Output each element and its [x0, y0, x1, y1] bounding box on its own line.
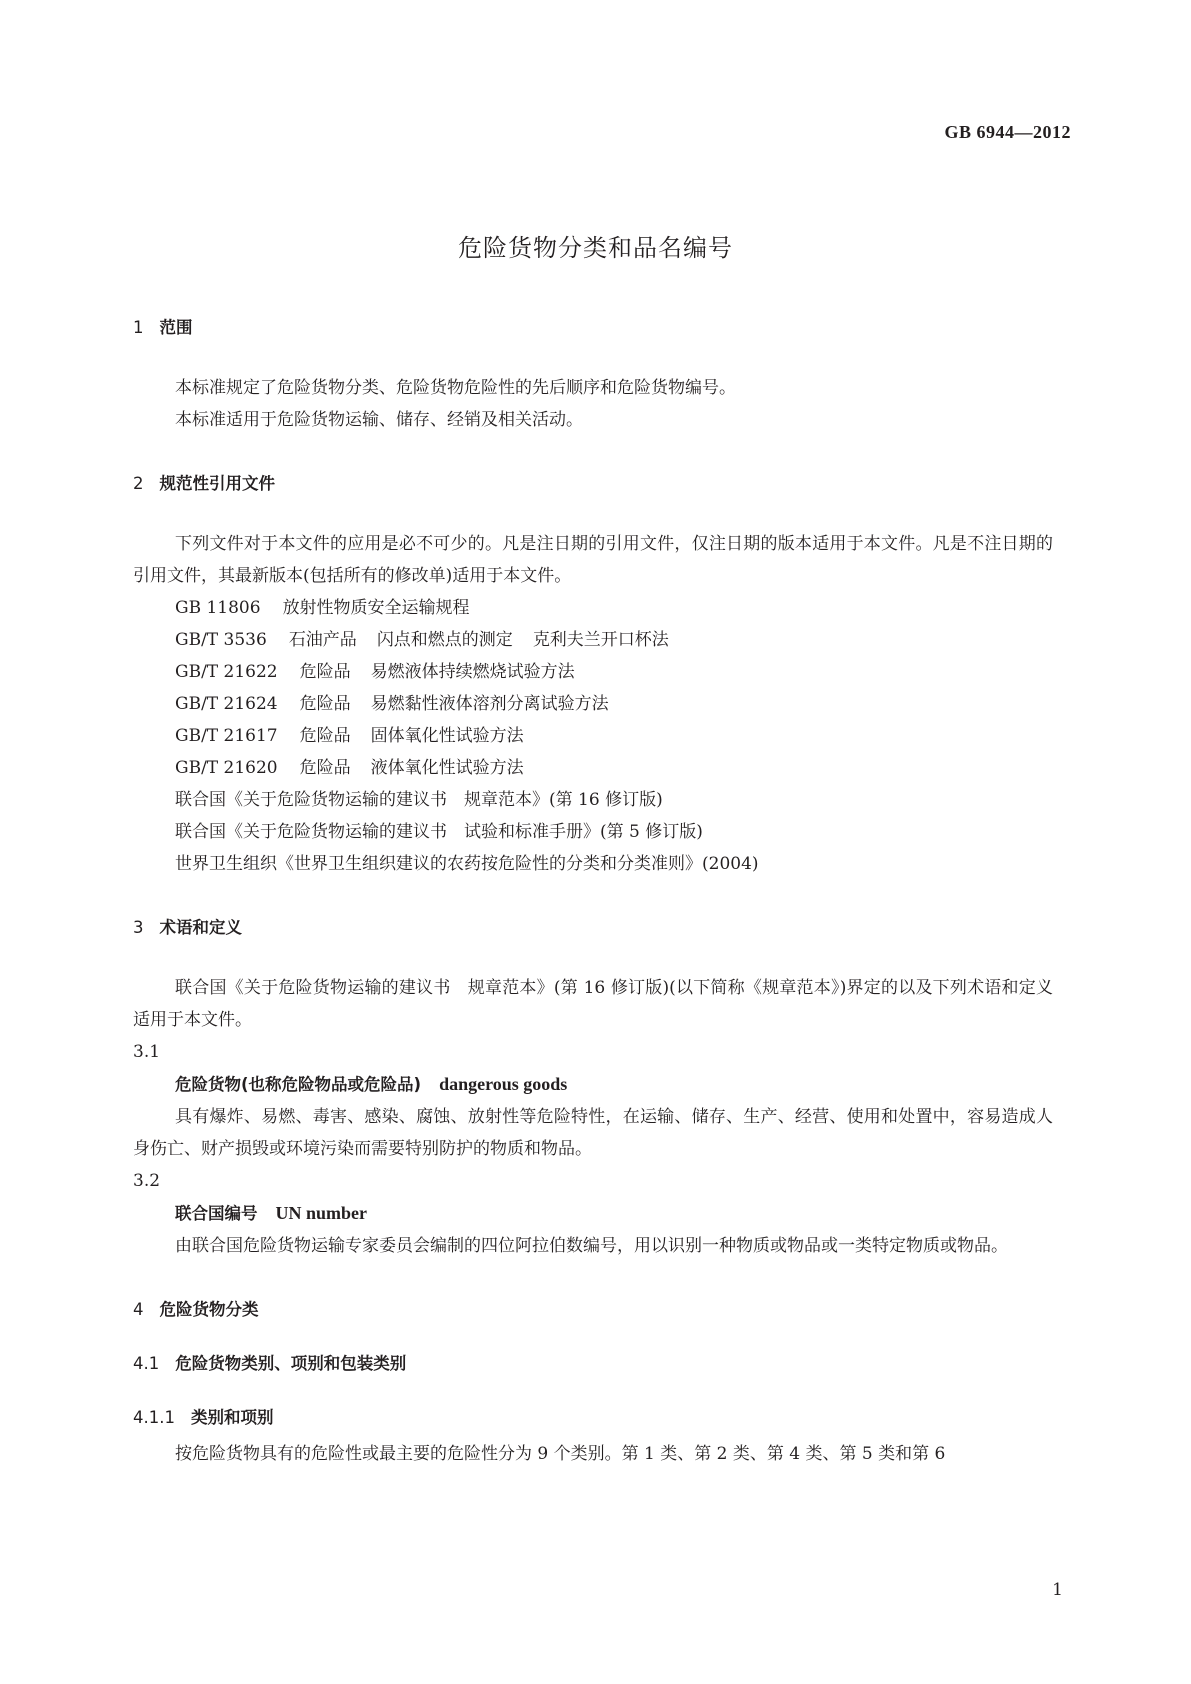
un-reference-item: 联合国《关于危险货物运输的建议书 试验和标准手册》(第 5 修订版): [175, 822, 703, 842]
reference-item: GB/T 21624 危险品 易燃黏性液体溶剂分离试验方法: [175, 694, 609, 714]
document-title: 危险货物分类和品名编号: [458, 234, 733, 262]
term-definition: 具有爆炸、易燃、毒害、感染、腐蚀、放射性等危险特性，在运输、储存、生产、经营、使用和处置中，容易造成人身伤亡、财产损毁或环境污染而需要特别防护的物质和物品。: [133, 1107, 1053, 1159]
term-definition: 由联合国危险货物运输专家委员会编制的四位阿拉伯数编号，用以识别一种物质或物品或一类特定物质或物品。: [175, 1236, 1008, 1256]
section-3-intro: 联合国《关于危险货物运输的建议书 规章范本》(第 16 修订版)(以下简称《规章范本》)界定的以及下列术语和定义适用于本文件。: [133, 978, 1053, 1030]
term-heading: 危险货物(也称危险物品或危险品) dangerous goods: [175, 1074, 568, 1094]
reference-item: GB/T 21617 危险品 固体氧化性试验方法: [175, 726, 524, 746]
section-1-para-1: 本标准规定了危险货物分类、危险货物危险性的先后顺序和危险货物编号。: [175, 378, 736, 398]
un-reference-item: 联合国《关于危险货物运输的建议书 规章范本》(第 16 修订版): [175, 790, 663, 810]
reference-item: GB/T 21622 危险品 易燃液体持续燃烧试验方法: [175, 662, 575, 682]
section-4-1-heading: 4.1 危险货物类别、项别和包装类别: [133, 1354, 407, 1373]
term-heading: 联合国编号 UN number: [175, 1203, 368, 1223]
document-body: [133, 318, 1053, 1470]
who-reference-item: 世界卫生组织《世界卫生组织建议的农药按危险性的分类和分类准则》(2004): [175, 854, 759, 874]
section-3-heading: 3 术语和定义: [133, 918, 242, 937]
section-2-heading: 2 规范性引用文件: [133, 474, 275, 493]
section-1-heading: 1 范围: [133, 318, 193, 337]
page-number: 1: [1052, 1580, 1063, 1600]
term-number: 3.1: [133, 1042, 161, 1062]
term-number: 3.2: [133, 1171, 161, 1191]
section-4-1-1-heading: 4.1.1 类别和项别: [133, 1408, 274, 1427]
section-2-intro: 下列文件对于本文件的应用是必不可少的。凡是注日期的引用文件，仅注日期的版本适用于本文件。凡是不注日期的引用文件，其最新版本(包括所有的修改单)适用于本文件。: [133, 534, 1053, 586]
section-4-heading: 4 危险货物分类: [133, 1300, 259, 1319]
reference-item: GB/T 21620 危险品 液体氧化性试验方法: [175, 758, 524, 778]
section-4-1-1-para: 按危险货物具有的危险性或最主要的危险性分为 9 个类别。第 1 类、第 2 类、第 4 类、第 5 类和第 6: [175, 1444, 946, 1464]
standard-code: GB 6944—2012: [944, 122, 1071, 142]
reference-item: GB/T 3536 石油产品 闪点和燃点的测定 克利夫兰开口杯法: [175, 630, 669, 650]
reference-item: GB 11806 放射性物质安全运输规程: [175, 598, 470, 618]
section-1-para-2: 本标准适用于危险货物运输、储存、经销及相关活动。: [175, 410, 583, 430]
